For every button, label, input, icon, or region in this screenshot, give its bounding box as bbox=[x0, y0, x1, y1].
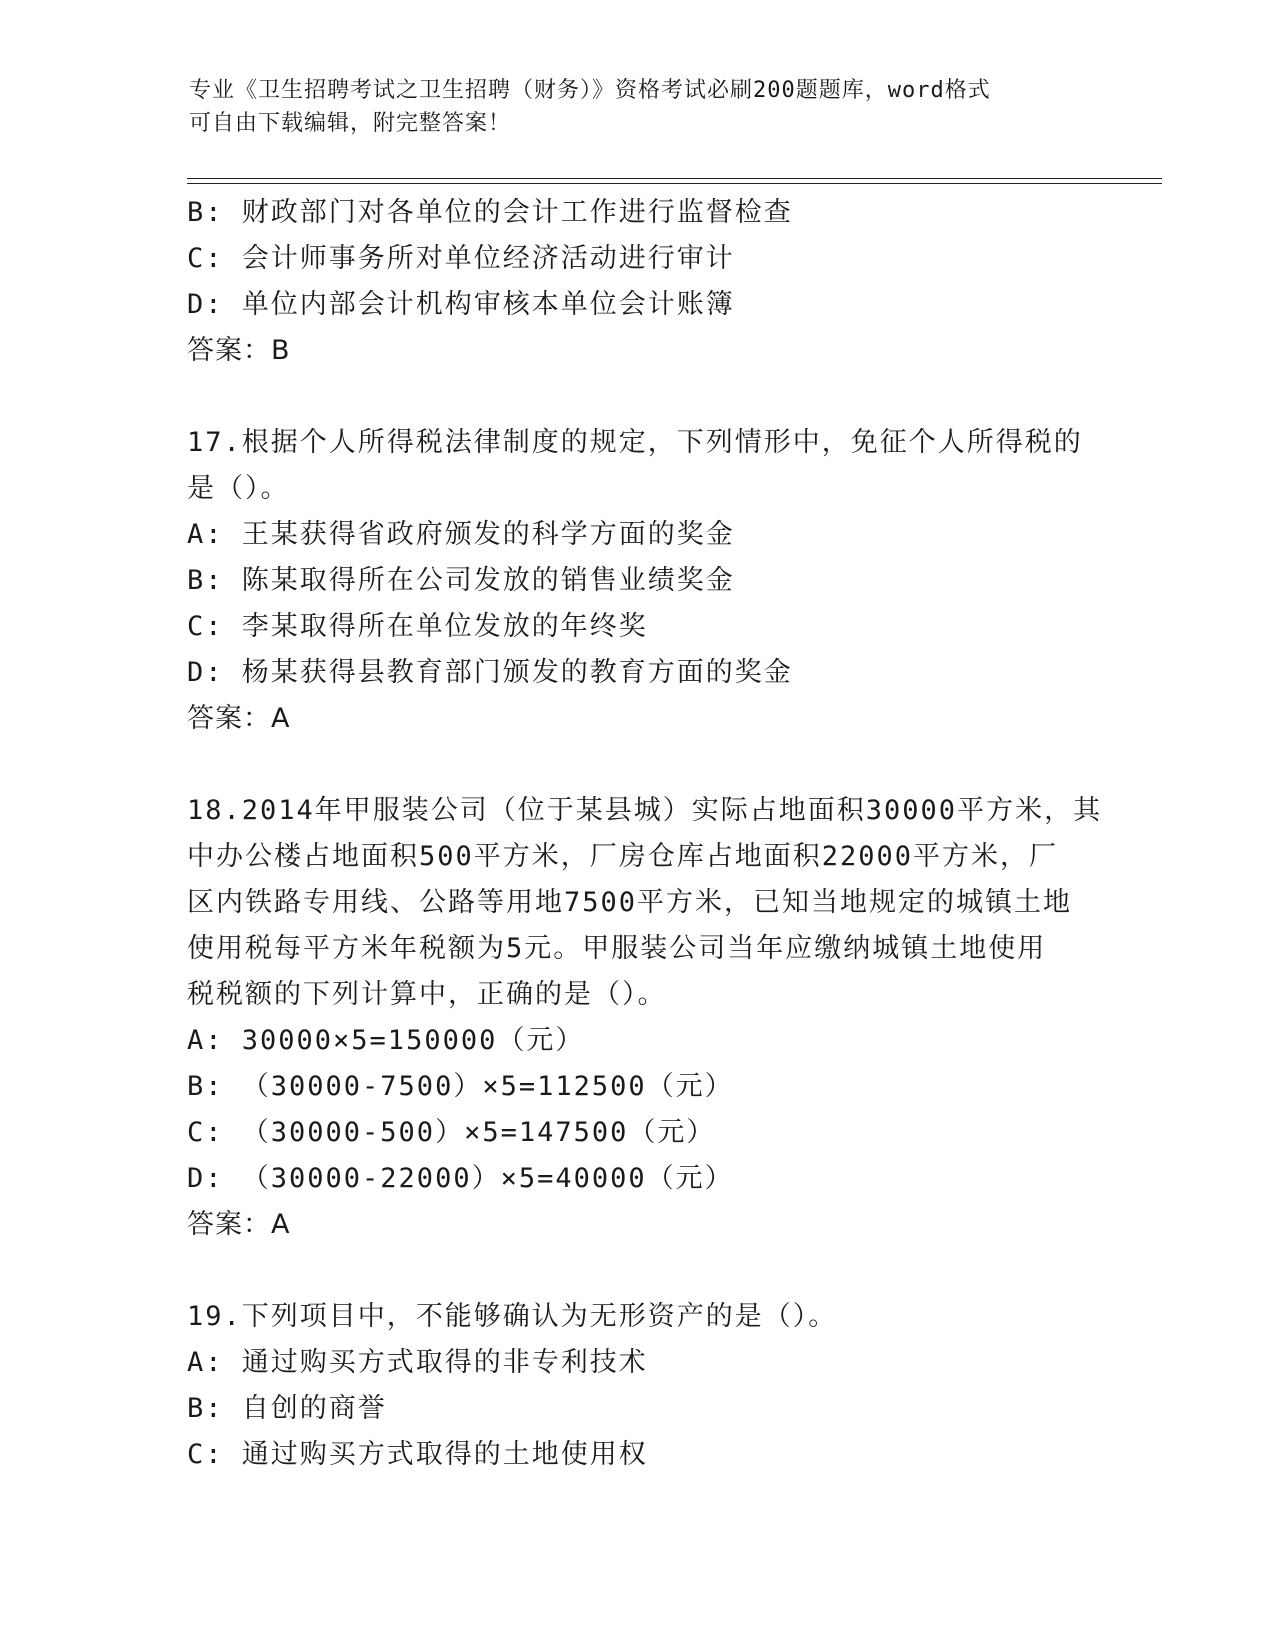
header-divider bbox=[187, 178, 1162, 184]
spacer bbox=[187, 742, 1087, 788]
question-18 bbox=[187, 788, 1103, 1248]
q18-stem-line-5: 税税额的下列计算中，正确的是（）。 bbox=[187, 979, 667, 1010]
q18-option-c: C: （30000-500）×5=147500（元） bbox=[187, 1117, 716, 1148]
q19-stem-line-1: 19.下列项目中，不能够确认为无形资产的是（）。 bbox=[187, 1301, 838, 1332]
q18-option-a: A: 30000×5=150000（元） bbox=[187, 1025, 585, 1056]
question-17 bbox=[187, 420, 1087, 742]
question-content bbox=[187, 190, 1103, 1478]
q19-option-a: A: 通过购买方式取得的非专利技术 bbox=[187, 1347, 648, 1378]
q17-stem-line-1: 17.根据个人所得税法律制度的规定，下列情形中，免征个人所得税的 bbox=[187, 427, 1083, 458]
q17-option-b: B: 陈某取得所在公司发放的销售业绩奖金 bbox=[187, 565, 735, 596]
q18-option-d: D: （30000-22000）×5=40000（元） bbox=[187, 1163, 734, 1194]
q17-option-d: D: 杨某获得县教育部门颁发的教育方面的奖金 bbox=[187, 657, 793, 688]
spacer bbox=[187, 1248, 1087, 1294]
q17-answer: 答案：A bbox=[187, 703, 291, 734]
q17-stem-line-2: 是（）。 bbox=[187, 473, 290, 504]
q17-option-a: A: 王某获得省政府颁发的科学方面的奖金 bbox=[187, 519, 735, 550]
q19-option-c: C: 通过购买方式取得的土地使用权 bbox=[187, 1439, 648, 1470]
q19-option-b: B: 自创的商誉 bbox=[187, 1393, 387, 1424]
q16-option-d: D: 单位内部会计机构审核本单位会计账簿 bbox=[187, 289, 735, 320]
q18-stem-line-3: 区内铁路专用线、公路等用地7500平方米，已知当地规定的城镇土地 bbox=[187, 887, 1073, 918]
q16-option-b: B: 财政部门对各单位的会计工作进行监督检查 bbox=[187, 197, 793, 228]
q16-option-c: C: 会计师事务所对单位经济活动进行审计 bbox=[187, 243, 735, 274]
page-header bbox=[189, 74, 1089, 140]
q18-stem-line-2: 中办公楼占地面积500平方米，厂房仓库占地面积22000平方米，厂 bbox=[187, 841, 1059, 872]
header-title-line-1: 专业《卫生招聘考试之卫生招聘（财务）》资格考试必刷200题题库，word格式 bbox=[189, 78, 991, 103]
header-title-line-2: 可自由下载编辑，附完整答案！ bbox=[189, 111, 512, 136]
q18-answer: 答案：A bbox=[187, 1209, 291, 1240]
question-19 bbox=[187, 1294, 1087, 1478]
q18-stem-line-1: 18.2014年甲服装公司（位于某县城）实际占地面积30000平方米，其 bbox=[187, 795, 1103, 826]
q18-stem-line-4: 使用税每平方米年税额为5元。甲服装公司当年应缴纳城镇土地使用 bbox=[187, 933, 1047, 964]
spacer bbox=[187, 374, 1087, 420]
q17-option-c: C: 李某取得所在单位发放的年终奖 bbox=[187, 611, 648, 642]
q18-option-b: B: （30000-7500）×5=112500（元） bbox=[187, 1071, 734, 1102]
question-16-tail bbox=[187, 190, 1087, 374]
q16-answer: 答案：B bbox=[187, 335, 291, 366]
